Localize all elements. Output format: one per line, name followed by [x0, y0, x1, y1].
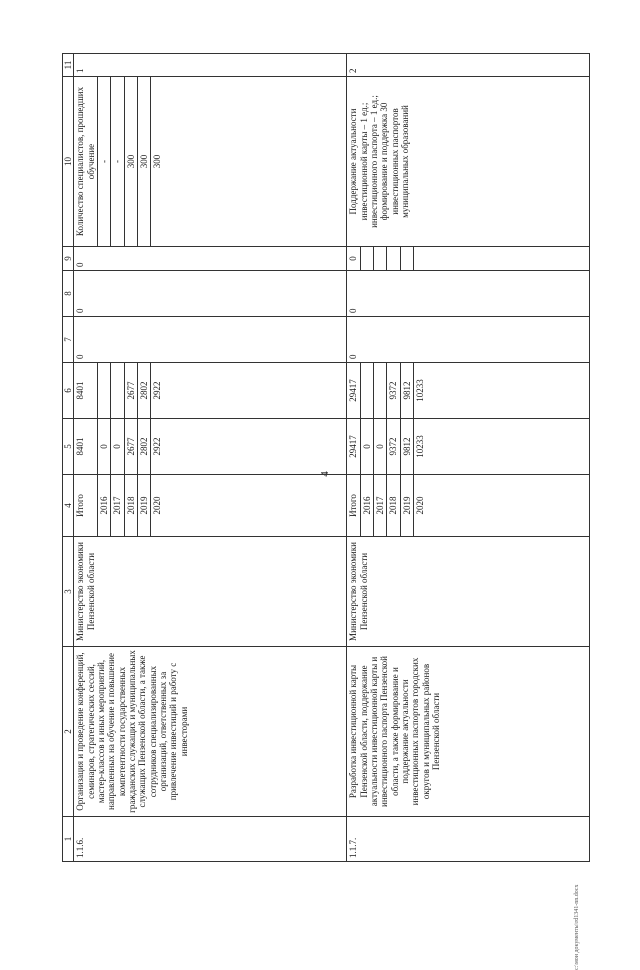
indicator-value: 300	[124, 77, 137, 247]
col9-subcell	[387, 247, 400, 271]
year-cell: 2016	[360, 475, 373, 537]
col11-cell: 2	[347, 54, 590, 77]
page-number: 4	[319, 471, 331, 477]
column-number: 9	[63, 247, 74, 271]
regional-cell	[360, 363, 373, 419]
regional-cell: 2922	[151, 363, 347, 419]
indicator-name: Количество специалистов, прошедших обучение	[74, 77, 98, 247]
program-table	[62, 53, 590, 862]
event-name: Разработка инвестиционной карты Пензенской области, поддержание актуальности инвестиционной карты и инвестиционного паспорта Пензенской области, а также формирование и поддержание актуальности инвестиционных паспортов городских округов и муниципальных районов Пензенской области	[347, 647, 590, 817]
year-cell: 2018	[124, 475, 137, 537]
total-cell: 0	[111, 419, 124, 475]
total-cell: 0	[360, 419, 373, 475]
total-cell: 2922	[151, 419, 347, 475]
regional-cell	[374, 363, 387, 419]
indicator-value: -	[111, 77, 124, 247]
year-cell: 2018	[387, 475, 400, 537]
year-cell: 2020	[151, 475, 347, 537]
total-cell: 0	[374, 419, 387, 475]
year-cell: 2019	[138, 475, 151, 537]
regional-cell: 9372	[387, 363, 400, 419]
regional-cell: 29417	[347, 363, 360, 419]
regional-cell: 2802	[138, 363, 151, 419]
rotated-table-page	[62, 54, 582, 862]
regional-cell: 8401	[74, 363, 98, 419]
col9-subcell	[414, 247, 590, 271]
column-number: 2	[63, 647, 74, 817]
indicator-name: Поддержание актуальности инвестиционной карты – 1 ед.; инвестиционного паспорта – 1 ед.; формирование и поддержка 30 инвестиционных паспортов муниципальных образований	[347, 77, 590, 247]
col9-cell: 0	[347, 247, 360, 271]
year-cell: 2017	[111, 475, 124, 537]
total-cell: 2802	[138, 419, 151, 475]
indicator-value: 300	[151, 77, 347, 247]
table-row	[74, 54, 98, 862]
column-number: 10	[63, 77, 74, 247]
table-row	[347, 54, 360, 862]
regional-cell	[98, 363, 111, 419]
column-number: 5	[63, 419, 74, 475]
total-cell: 29417	[347, 419, 360, 475]
col7-cell: 0	[347, 317, 590, 363]
year-cell: Итого	[347, 475, 360, 537]
column-number: 11	[63, 54, 74, 77]
event-name: Организация и проведение конференций, семинаров, стратегических сессий, мастер-классов и иных мероприятий, направленных на обучение и повышение компетентности государственных гражданских служащих и муниципальных служащих Пензенской области, а также сотрудников специализированных организаций, ответственных за привлечение инвестиций и работу с инвесторами	[74, 647, 347, 817]
column-number: 6	[63, 363, 74, 419]
file-path-footer: c:\мои документы\rd1341-nn.docx	[574, 884, 580, 970]
col11-cell: 1	[74, 54, 347, 77]
column-number: 3	[63, 537, 74, 647]
col8-cell: 0	[74, 271, 347, 317]
column-number: 8	[63, 271, 74, 317]
total-cell: 10233	[414, 419, 590, 475]
col7-cell: 0	[74, 317, 347, 363]
col9-subcell	[400, 247, 413, 271]
row-id: 1.1.7.	[347, 817, 590, 862]
year-cell: 2016	[98, 475, 111, 537]
column-number: 7	[63, 317, 74, 363]
column-number: 4	[63, 475, 74, 537]
regional-cell: 2677	[124, 363, 137, 419]
indicator-value: 300	[138, 77, 151, 247]
row-id: 1.1.6.	[74, 817, 347, 862]
total-cell: 9812	[400, 419, 413, 475]
col9-subcell	[374, 247, 387, 271]
column-number: 1	[63, 817, 74, 862]
total-cell: 8401	[74, 419, 98, 475]
regional-cell	[111, 363, 124, 419]
col9-cell: 0	[74, 247, 347, 271]
col9-subcell	[360, 247, 373, 271]
regional-cell: 9812	[400, 363, 413, 419]
indicator-value: -	[98, 77, 111, 247]
year-cell: 2017	[374, 475, 387, 537]
year-cell: Итого	[74, 475, 98, 537]
column-number-row	[63, 54, 74, 862]
regional-cell: 10233	[414, 363, 590, 419]
executor: Министерство экономики Пензенской области	[347, 537, 590, 647]
year-cell: 2020	[414, 475, 590, 537]
total-cell: 2677	[124, 419, 137, 475]
total-cell: 9372	[387, 419, 400, 475]
total-cell: 0	[98, 419, 111, 475]
year-cell: 2019	[400, 475, 413, 537]
col8-cell: 0	[347, 271, 590, 317]
executor: Министерство экономики Пензенской области	[74, 537, 347, 647]
